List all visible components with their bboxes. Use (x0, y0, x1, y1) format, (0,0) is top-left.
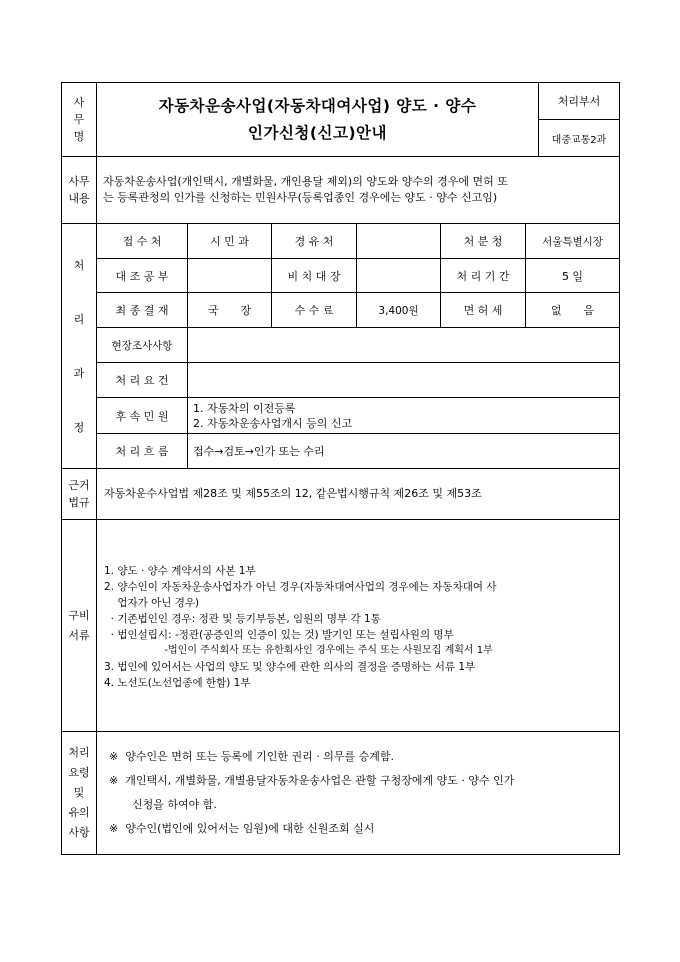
document-line: 2. 양수인이 자동차운송사업자가 아닌 경우(자동차대여사업의 경우에는 자동차대여 사 (104, 580, 497, 593)
process-cell: 서울특별시장 (542, 235, 603, 248)
process-cell: 대 조 공 부 (115, 269, 169, 283)
process-cell: 처 리 기 간 (456, 269, 510, 283)
legal-label-line: 근거 (68, 479, 90, 492)
documents-label-line: 구비 (68, 608, 90, 622)
summary-label-line: 내용 (68, 192, 90, 205)
summary-line-2: 는 등록관청의 인가를 신청하는 민원사무(등록업종인 경우에는 양도 · 양수 신고임) (103, 191, 498, 204)
note-continuation: 신청을 하여야 함. (132, 798, 217, 811)
document-line: 업자가 아닌 경우) (104, 596, 200, 609)
process-side-char: 과 (73, 366, 85, 380)
requirement-value (192, 363, 612, 397)
note-item (109, 769, 514, 793)
summary-label (62, 157, 96, 223)
header-left-char: 무 (73, 113, 85, 126)
process-cell: 최 종 결 재 (115, 304, 169, 317)
note-bullet: ※ (109, 774, 119, 787)
site-inspection-value (192, 328, 612, 362)
process-side-label (62, 224, 96, 468)
page-title (97, 83, 538, 156)
process-cell: 처 분 청 (463, 235, 503, 248)
note-text: 양수인(법인에 있어서는 임원)에 대한 신원조회 실시 (125, 822, 375, 835)
dept-value: 대중교통2과 (551, 134, 607, 146)
note-item (109, 817, 374, 841)
notes-label-line: 사항 (68, 826, 90, 839)
process-cell: 수 수 료 (294, 304, 334, 317)
document-line: 3. 법인에 있어서는 사업의 양도 및 양수에 관한 의사의 결정을 증명하는 서류 1부 (104, 660, 476, 673)
note-bullet: ※ (109, 822, 119, 835)
process-cell: 면 허 세 (463, 304, 503, 317)
header-left-label (62, 83, 96, 156)
followup-label: 후 속 민 원 (115, 409, 169, 423)
followup-list (193, 398, 613, 433)
header-left-char: 명 (73, 130, 85, 143)
documents-list (104, 520, 619, 731)
legal-label (62, 469, 96, 519)
document-line: · 법인설립시: -정관(공증인의 인증이 있는 것) 발기인 또는 설립사원의 명부 (104, 628, 454, 641)
document-line: · 기존법인인 경우: 정관 및 등기부등본, 임원의 명부 각 1통 (104, 612, 381, 625)
process-cell (188, 259, 271, 292)
process-cell: 5 일 (561, 269, 584, 283)
requirement-label: 처 리 요 건 (115, 374, 169, 387)
documents-label (62, 520, 96, 731)
summary-line-1: 자동차운송사업(개인택시, 개별화물, 개인용달 제외)의 양도와 양수의 경우에 면허 또 (103, 175, 508, 188)
header-left-char: 사 (73, 96, 85, 109)
flow-label: 처 리 흐 름 (115, 445, 169, 458)
legal-text: 자동차운수사업법 제28조 및 제55조의 12, 같은법시행규칙 제26조 및 제53조 (104, 487, 482, 500)
followup-item: 1. 자동차의 이전등록 (193, 401, 296, 415)
title-line-2: 인가신청(신고)안내 (248, 123, 387, 142)
process-side-char: 처 (73, 258, 85, 272)
process-cell: 비 치 대 장 (287, 269, 341, 283)
notes-label (62, 732, 96, 854)
document-line: 4. 노선도(노선업종에 한함) 1부 (104, 676, 251, 689)
process-cell: 접 수 처 (122, 235, 162, 248)
document-line: 1. 양도 · 양수 계약서의 사본 1부 (104, 564, 256, 577)
documents-label-line: 서류 (68, 628, 90, 642)
notes-label-line: 유의 (68, 806, 90, 819)
note-text: 양수인은 면허 또는 등록에 기인한 권리 · 의무를 승계함. (125, 750, 394, 763)
process-cell: 경 유 처 (294, 235, 334, 248)
notes-label-line: 처리 (68, 746, 90, 759)
note-text: 개인택시, 개별화물, 개별용달자동차운송사업은 관할 구청장에게 양도 · 양수 인가 (125, 774, 515, 787)
form-frame (61, 82, 620, 855)
process-side-char: 정 (73, 420, 85, 434)
document-line: -법인이 주식회사 또는 유한회사인 경우에는 주식 또는 사원모집 계획서 1부 (104, 644, 493, 656)
process-cell (357, 224, 440, 258)
note-item (109, 745, 394, 769)
process-cell: 국 장 (207, 304, 252, 317)
summary-text (103, 157, 615, 223)
notes-label-line: 요령 (68, 766, 90, 779)
legal-label-line: 법규 (68, 496, 90, 509)
site-inspection-label: 현장조사사항 (111, 339, 173, 352)
dept-label: 처리부서 (557, 95, 601, 108)
flow-value: 접수→검토→인가 또는 수리 (193, 445, 325, 458)
process-cell: 시 민 과 (210, 235, 249, 248)
process-cell (357, 259, 440, 292)
title-line-1: 자동차운송사업(자동차대여사업) 양도 · 양수 (158, 96, 477, 115)
process-cell: 3,400원 (378, 304, 419, 317)
summary-label-line: 사무 (68, 175, 90, 188)
process-side-char: 리 (73, 312, 85, 326)
notes-list (109, 732, 614, 854)
process-cell: 없 음 (550, 304, 595, 317)
note-bullet: ※ (109, 750, 119, 763)
followup-item: 2. 자동차운송사업개시 등의 신고 (193, 416, 353, 430)
notes-label-line: 및 (73, 786, 85, 799)
